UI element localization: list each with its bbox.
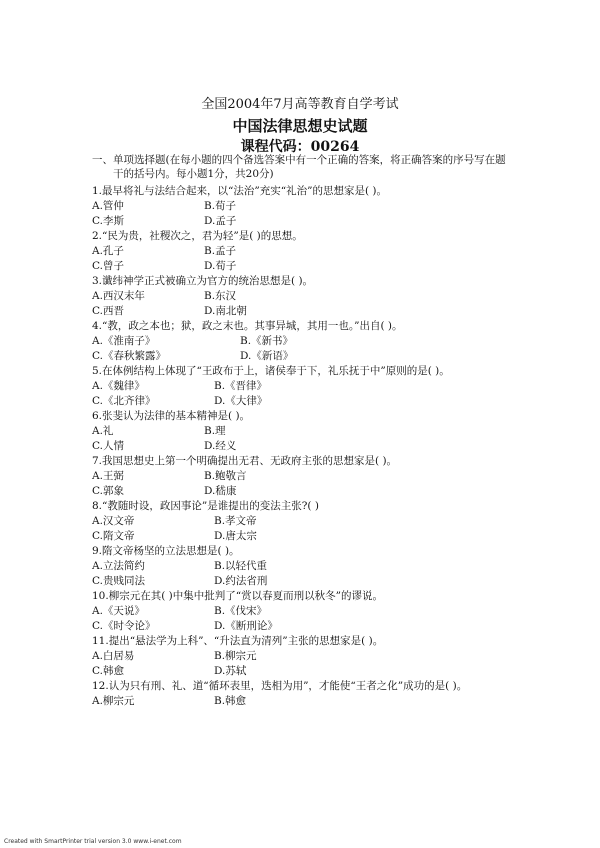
question-1	[92, 184, 522, 229]
option-c: C.西晋	[92, 305, 124, 317]
option-a: A.柳宗元	[92, 695, 135, 707]
course-code: 课程代码：00264	[240, 139, 360, 155]
option-c: C.《春秋繁露》	[92, 350, 166, 362]
option-b: B.孝文帝	[214, 515, 257, 527]
question-3	[92, 274, 522, 319]
option-c: C.人情	[92, 440, 124, 452]
question-7	[92, 454, 522, 499]
option-a: A.《淮南子》	[92, 335, 156, 347]
option-d: D.《断刑论》	[214, 620, 278, 632]
question-list	[92, 184, 522, 709]
option-a: A.王弼	[92, 470, 124, 482]
question-8	[92, 499, 522, 544]
question-stem: 10.柳宗元在其( )中集中批判了“赏以春夏而刑以秋冬”的谬说。	[92, 590, 383, 602]
option-c: C.贵贱同法	[92, 575, 145, 587]
option-b: B.荀子	[204, 200, 237, 212]
exam-subject-title: 中国法律思想史试题	[232, 117, 368, 135]
section-instructions	[92, 153, 512, 181]
option-a: A.西汉末年	[92, 290, 145, 302]
question-stem: 5.在体例结构上体现了“王政布于上，诸侯奉于下，礼乐抚于中”原则的是( )。	[92, 365, 450, 377]
option-d: D.约法省刑	[214, 575, 268, 587]
option-b: B.柳宗元	[214, 650, 257, 662]
option-d: D.孟子	[204, 215, 237, 227]
question-stem: 8.“教随时设，政因事论”是谁提出的变法主张?( )	[92, 500, 319, 512]
option-d: D.嵇康	[204, 485, 237, 497]
option-a: A.管仲	[92, 200, 124, 212]
question-stem: 11.提出“悬法学为上科”、“升法直为清列”主张的思想家是( )。	[92, 635, 384, 647]
option-a: A.《魏律》	[92, 380, 145, 392]
exam-session-title: 全国2004年7月高等教育自学考试	[201, 97, 399, 112]
option-d: D.荀子	[204, 260, 237, 272]
option-c: C.韩愈	[92, 665, 124, 677]
option-a: A.立法简约	[92, 560, 145, 572]
option-a: A.白居易	[92, 650, 135, 662]
option-d: D.经义	[204, 440, 237, 452]
option-b: B.理	[204, 425, 226, 437]
option-c: C.隋文帝	[92, 530, 135, 542]
option-b: B.鲍敬言	[204, 470, 247, 482]
option-d: D.《大律》	[214, 395, 268, 407]
option-a: A.孔子	[92, 245, 124, 257]
question-stem: 3.谶纬神学正式被确立为官方的统治思想是( )。	[92, 275, 314, 287]
option-a: A.汉文帝	[92, 515, 135, 527]
question-2	[92, 229, 522, 274]
question-10	[92, 589, 522, 634]
question-6	[92, 409, 522, 454]
question-12	[92, 679, 522, 709]
option-d: D.苏轼	[214, 665, 247, 677]
option-d: D.南北朝	[204, 305, 247, 317]
option-b: B.东汉	[204, 290, 237, 302]
option-c: C.李斯	[92, 215, 124, 227]
question-9	[92, 544, 522, 589]
option-b: B.韩愈	[214, 695, 247, 707]
option-b: B.以轻代重	[214, 560, 268, 572]
option-c: C.郭象	[92, 485, 124, 497]
question-11	[92, 634, 522, 679]
exam-header	[0, 96, 600, 157]
question-stem: 7.我国思想史上第一个明确提出无君、无政府主张的思想家是( )。	[92, 455, 398, 467]
printer-watermark-footer: Created with SmartPrinter trial version 3.0 www.i-enet.com	[4, 838, 182, 845]
section-instructions-line2: 干的括号内。每小题1分，共20分)	[113, 168, 274, 180]
option-c: C.《北齐律》	[92, 395, 156, 407]
option-a: A.《天说》	[92, 605, 145, 617]
question-stem: 6.张斐认为法律的基本精神是( )。	[92, 410, 251, 422]
option-b: B.《新书》	[240, 335, 294, 347]
option-c: C.曾子	[92, 260, 124, 272]
question-4	[92, 319, 522, 364]
question-stem: 12.认为只有刑、礼、道“循环表里，迭相为用”，才能使“王者之化”成功的是( )。	[92, 680, 468, 692]
question-stem: 2.“民为贵，社稷次之，君为轻”是( )的思想。	[92, 230, 303, 242]
question-stem: 9.隋文帝杨坚的立法思想是( )。	[92, 545, 240, 557]
option-d: D.《新语》	[240, 350, 294, 362]
question-stem: 4.“教，政之本也；狱，政之末也。其事异城，其用一也。”出自( )。	[92, 320, 403, 332]
option-b: B.《伐宋》	[214, 605, 268, 617]
option-d: D.唐太宗	[214, 530, 257, 542]
option-c: C.《时令论》	[92, 620, 156, 632]
question-5	[92, 364, 522, 409]
option-b: B.《晋律》	[214, 380, 268, 392]
section-instructions-line1: 一、单项选择题(在每小题的四个备选答案中有一个正确的答案，将正确答案的序号写在题	[92, 154, 506, 166]
option-b: B.孟子	[204, 245, 237, 257]
question-stem: 1.最早将礼与法结合起来，以“法治”充实“礼治”的思想家是( )。	[92, 185, 388, 197]
option-a: A.礼	[92, 425, 114, 437]
